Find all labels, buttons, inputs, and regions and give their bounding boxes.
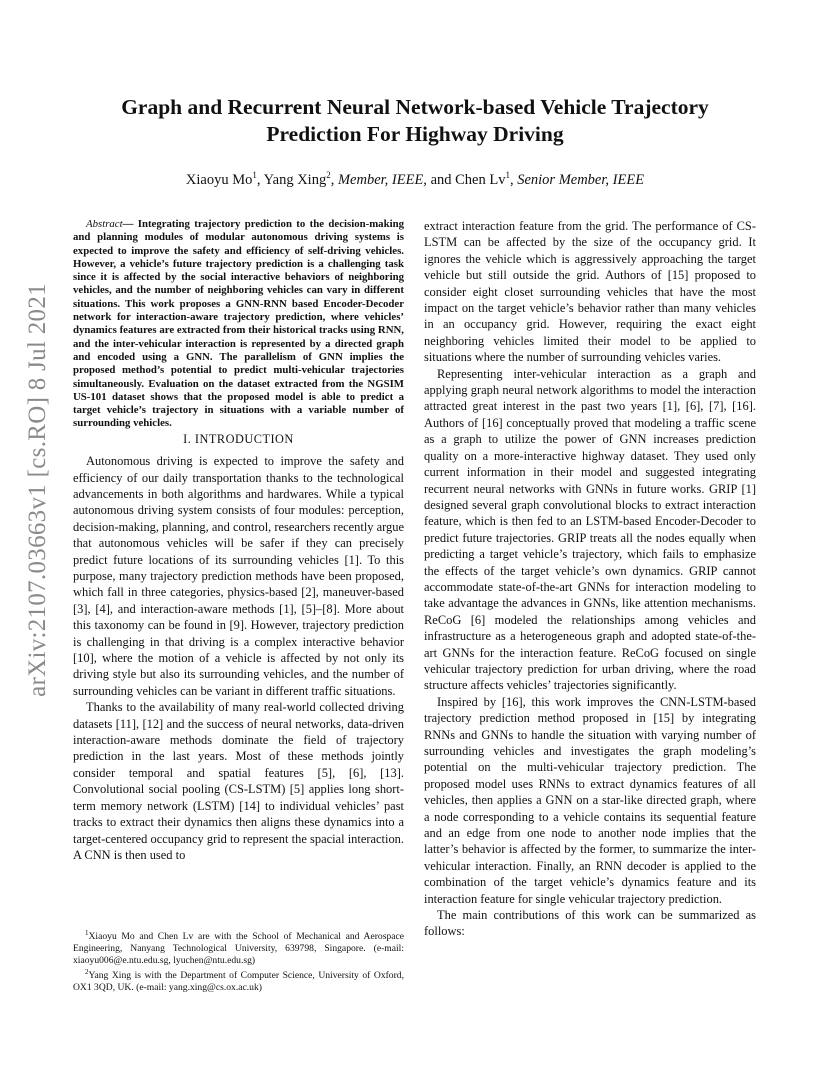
intro-paragraph-5: Inspired by [16], this work improves the CNN-LSTM-based trajectory prediction method proposed in [15] by integrating RNNs and GNNs to handle the situation with varying number of surrounding vehicles and investigates the graph modeling’s potential on the multi-vehicular trajectory prediction. The proposed model uses RNNs to extract dynamics features of all vehicles, then applies a GNN on a star-like directed graph, where a node corresponding to a vehicle contains its sequential feature and an edge from one node to another node implies that the latter’s behavior is affected by the former, to summarize the inter-vehicular interaction. Finally, an RNN decoder is applied to the combination of the target vehicle’s dynamics feature and its interaction feature for single vehicular trajectory prediction. — [424, 694, 756, 906]
intro-paragraph-4: Representing inter-vehicular interaction as a graph and applying graph neural network algorithms to model the interaction attracted great interest in the past two years [1], [6], [7], [16]. Authors of [16] conceptually proved that modeling a traffic scene as a graph to utilize the power of GNN increases prediction quality on a more-interactive highway dataset. They used only current information in their model and suggested integrating recurrent neural networks with GNNs in future works. GRIP [1] designed several graph convolutional blocks to extract interaction feature, which is then fed to an LSTM-based Encoder-Decoder to predict future trajectories. GRIP treats all the nodes equally when predicting a target vehicle’s trajectory, which fails to emphasize the effects of the target vehicle’s own dynamics. GRIP cannot accommodate state-of-the-art GNNs for interaction modeling to take advantage the advances in GNNs, like attention mechanisms. ReCoG [6] modeled the relationships among vehicles and infrastructure as a heterogeneous graph and adopted state-of-the-art GNNs for the interaction feature. ReCoG focused on single vehicular trajectory prediction for urban driving, where the road structure affects vehicles’ trajectories significantly. — [424, 366, 756, 693]
footnote-2-mark: 2 — [85, 967, 89, 976]
abstract-label: Abstract — [86, 218, 123, 230]
footnote-2 — [73, 967, 404, 994]
right-column — [424, 218, 756, 940]
author-1-name: Xiaoyu Mo — [185, 171, 253, 188]
footnote-1-mark: 1 — [85, 929, 89, 937]
author-3-name: Chen Lv — [455, 171, 506, 188]
footnote-2-text: Yang Xing is with the Department of Computer Science, University of Oxford, OX1 3QD, UK. (e-mail: yang.xing@cs.ox.ac.uk) — [73, 970, 404, 993]
intro-paragraph-1: Autonomous driving is expected to improve the safety and efficiency of our daily transportation thanks to the technological advancements in both algorithms and hardwares. While a typical autonomous driving system consists of four modules: perception, decision-making, planning, and control, researchers recently argue that autonomous vehicles will be safer if they can precisely predict future locations of its surrounding vehicles [1]. To this purpose, many trajectory prediction methods have been proposed, which fall in three categories, physics-based [2], maneuver-based [3], [4], and interaction-aware methods [1], [5]–[8]. More about this taxonomy can be found in [9]. However, trajectory prediction is challenging in that driving is a complex interactive behavior [10], where the motion of a vehicle is affected by not only its driving style but also its surrounding vehicles, and the number of surrounding vehicles can be variant in different traffic situations. — [73, 454, 404, 698]
abstract-text: — Integrating trajectory prediction to the decision-making and planning modules of modular autonomous driving systems is expected to improve the safety and efficiency of self-driving vehicles. However, a vehicle’s future trajectory prediction is a challenging task since it is affected by the social interactive behaviors of neighboring vehicles, and the number of neighboring vehicles can vary in different situations. This work proposes a GNN-RNN based Encoder-Decoder network for interaction-aware trajectory prediction, where vehicles’ dynamics features are extracted from their historical tracks using RNN, and the inter-vehicular interaction is represented by a directed graph and encoded using a GNN. The parallelism of GNN implies the proposed method’s potential to predict multi-vehicular trajectories simultaneously. Evaluation on the dataset extracted from the NGSIM US-101 dataset shows that the proposed model is able to predict a target vehicle’s trajectory in situations with a variable number of surrounding vehicles. — [73, 218, 404, 430]
author-2-role: Member, IEEE, — [337, 171, 427, 188]
arxiv-identifier — [18, 280, 58, 700]
arxiv-identifier-text: arXiv:2107.03663v1 [cs.RO] 8 Jul 2021 — [24, 283, 51, 697]
author-line: Xiaoyu Mo$^1$, Yang Xing$^2$, Member, IEEE, and Chen Lv$^1$, Senior Member, IEEE — [185, 170, 645, 188]
author-2-affiliation: 2 — [326, 170, 331, 180]
section-heading-introduction: I. INTRODUCTION — [183, 431, 294, 446]
footnotes — [73, 928, 404, 994]
intro-paragraph-2: Thanks to the availability of many real-world collected driving datasets [11], [12] and the success of neural networks, data-driven interaction-aware methods dominate the field of trajectory prediction in the last years. Most of these methods jointly consider temporal and spatial features [5], [6], [13]. Convolutional social pooling (CS-LSTM) [5] applies long short-term memory network (LSTM) [14] to individual vehicles’ past tracks to extract their dynamics then aligns these dynamics into a target-centered occupancy grid to represent the spacial interaction. A CNN is then used to — [73, 700, 404, 862]
author-3-affiliation: 1 — [505, 170, 510, 180]
author-2-name: Yang Xing — [263, 171, 327, 188]
footnote-1 — [73, 928, 404, 967]
paper-title: Graph and Recurrent Neural Network-based Vehicle Trajectory Prediction For Highway Driving — [121, 95, 709, 146]
footnote-1-text: Xiaoyu Mo and Chen Lv are with the School of Mechanical and Aerospace Engineering, Nanyang Technological University, 639798, Singapore. (e-mail: xiaoyu006@e.ntu.edu.sg, lyuchen@ntu.edu.sg) — [73, 931, 404, 966]
intro-paragraph-6: The main contributions of this work can be summarized as follows: — [424, 908, 756, 939]
author-1-affiliation: 1 — [252, 170, 257, 180]
intro-paragraph-3: extract interaction feature from the grid. The performance of CS-LSTM can be affected by the size of the occupancy grid. It ignores the vehicle which is aggressively approaching the target vehicle but still outside the grid. Authors of [15] proposed to consider eight closet surrounding vehicles that have the most impact on the target vehicle’s behavior rather than many vehicles in an occupancy grid. However, requiring the exact eight neighboring vehicles limited their model to be applied to situations where the number of surrounding vehicles varies. — [424, 219, 756, 365]
author-3-role: Senior Member, IEEE — [517, 171, 645, 188]
left-column — [73, 218, 404, 863]
abstract — [73, 218, 404, 431]
